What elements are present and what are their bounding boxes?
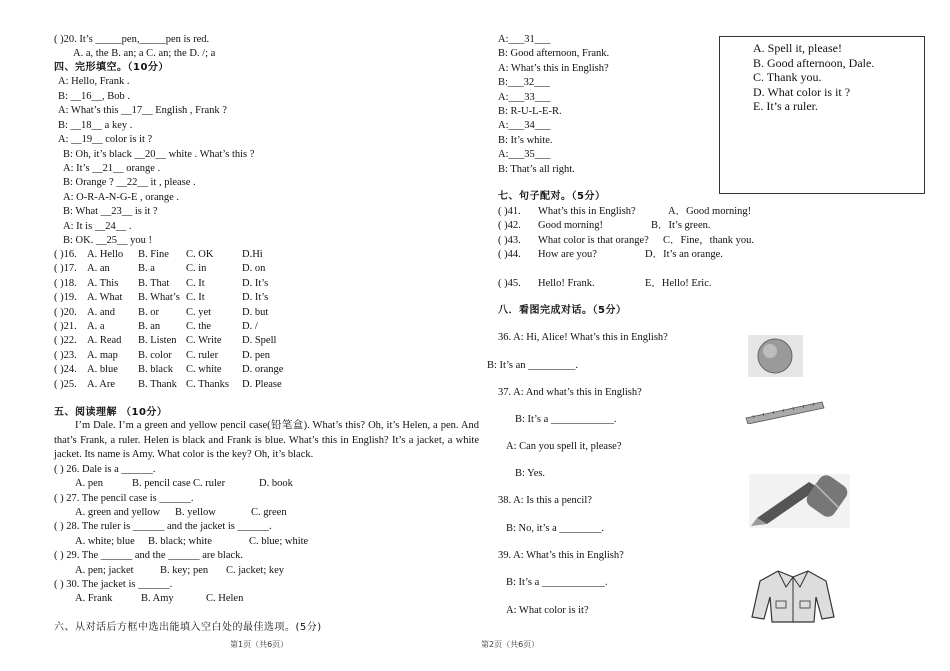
match-left: How are you? — [538, 249, 597, 260]
match-number: ( )43. — [498, 235, 521, 246]
section-6-title: 六、从对话后方框中选出能填入空白处的最佳选项。(5分) — [54, 622, 322, 633]
cloze-option: D. / — [242, 321, 258, 332]
section-7-title: 七、句子配对。（5分） — [498, 191, 606, 202]
cloze-line-6: B: Oh, it’s black __20__ white . What’s this ? — [63, 149, 255, 160]
match-left: Good morning! — [538, 220, 604, 231]
cloze-option-number: ( )19. — [54, 292, 77, 304]
picture-dialog-6: B: Yes. — [515, 468, 546, 479]
box-option-a: A. Spell it, please! — [753, 41, 842, 55]
section-8-title: 八．看图完成对话。（5分） — [498, 305, 627, 316]
reading-question-option: A. pen — [75, 478, 103, 490]
cloze-line-2: B: __16__, Bob . — [58, 91, 131, 102]
section-5-title: 五、阅读理解 （10分） — [54, 407, 168, 418]
match-number: ( )41. — [498, 206, 521, 217]
box-option-d: D. What color is it ? — [753, 84, 851, 99]
ruler-image — [744, 398, 826, 424]
cloze-option: A. This — [87, 277, 119, 289]
cloze-line-5: A: __19__ color is it ? — [58, 134, 153, 145]
reading-question-option: A. pen; jacket — [75, 564, 134, 576]
cloze-option-number: ( )18. — [54, 277, 77, 289]
reading-question-option: B. black; white — [148, 535, 212, 547]
cloze-line-11: A: It is __24__ . — [63, 221, 132, 232]
match-right: B．It’s green. — [651, 220, 711, 231]
dialog-line: B: It’s white. — [498, 134, 553, 146]
cloze-line-7: A: It’s __21__ orange . — [63, 163, 161, 174]
dialog-line: A:___33___ — [498, 91, 551, 103]
cloze-option: A. map — [87, 349, 118, 361]
picture-dialog-2: B: It’s an _________. — [487, 360, 578, 371]
cloze-option-number: ( )17. — [54, 263, 77, 275]
cloze-option: B. Listen — [138, 335, 177, 347]
dialog-line: B: Good afternoon, Frank. — [498, 48, 610, 60]
reading-question-stem: ( ) 26. Dale is a ______. — [54, 464, 156, 475]
match-right: C．Fine，thank you. — [663, 235, 754, 246]
q20-prev-stem: ( )20. It’s _____pen,_____pen is red. — [54, 34, 210, 45]
cloze-option: D. Spell — [242, 335, 277, 347]
cloze-option-number: ( )20. — [54, 306, 77, 318]
cloze-option: C. It — [186, 277, 205, 289]
cloze-option: D. Please — [242, 378, 282, 390]
match-number: ( )42. — [498, 220, 521, 231]
picture-dialog-9: 39. A: What’s this in English? — [498, 550, 624, 561]
match-right: A．Good morning! — [668, 206, 752, 217]
match-left: What’s this in English? — [538, 206, 636, 217]
reading-question-option: D. book — [259, 478, 293, 490]
cloze-option-number: ( )16. — [54, 249, 77, 260]
options-box — [719, 36, 925, 194]
box-option-e: E. It’s a ruler. — [753, 99, 818, 113]
reading-question-stem: ( ) 27. The pencil case is ______. — [54, 492, 194, 504]
cloze-option-number: ( )25. — [54, 378, 77, 390]
cloze-option: C. It — [186, 292, 205, 304]
cloze-option: B. Fine — [138, 249, 169, 260]
cloze-line-9: A: O-R-A-N-G-E , orange . — [63, 192, 180, 203]
cloze-line-8: B: Orange ? __22__ it , please . — [63, 177, 196, 188]
cloze-option: A. What — [87, 292, 123, 304]
reading-question-option: C. green — [251, 507, 287, 519]
dialog-line: A:___31___ — [498, 34, 551, 45]
cloze-option: B. Thank — [138, 378, 177, 390]
cloze-option: D. pen — [242, 349, 270, 361]
dialog-line: A:___34___ — [498, 120, 551, 132]
cloze-option: D. on — [242, 263, 266, 275]
match-left: Hello! Frank. — [538, 278, 595, 289]
reading-question-option: C. blue; white — [249, 535, 309, 547]
cloze-option: A. a — [87, 321, 105, 332]
reading-question-option: B. key; pen — [160, 564, 209, 576]
cloze-option: D. It’s — [242, 292, 269, 304]
cloze-option: B. color — [138, 349, 172, 361]
cloze-option: A. Are — [87, 378, 115, 390]
cloze-line-12: B: OK. __25__ you ! — [63, 235, 152, 246]
cloze-option: D.Hi — [242, 249, 263, 260]
pen-image — [749, 474, 850, 528]
reading-question-option: C. Helen — [206, 593, 244, 605]
cloze-option: B. What’s — [138, 292, 180, 304]
cloze-option-number: ( )23. — [54, 349, 77, 361]
picture-dialog-3: 37. A: And what’s this in English? — [498, 387, 642, 398]
match-right: D．It’s an orange. — [645, 249, 723, 260]
match-right: E．Hello! Eric. — [645, 278, 712, 289]
orange-image — [748, 335, 803, 377]
q20-prev-options: A. a, the B. an; a C. an; the D. /; a — [73, 48, 216, 59]
cloze-option: A. and — [87, 306, 115, 318]
match-number: ( )44. — [498, 249, 521, 260]
cloze-line-4: B: __18__ a key . — [58, 120, 133, 131]
cloze-option: D. It’s — [242, 277, 269, 289]
picture-dialog-11: A: What color is it? — [506, 605, 589, 616]
reading-question-option: C. jacket; key — [226, 564, 285, 576]
cloze-option: A. blue — [87, 364, 118, 376]
match-number: ( )45. — [498, 278, 521, 289]
cloze-option: C. the — [186, 321, 212, 332]
reading-question-option: B. pencil case — [132, 478, 191, 490]
cloze-option: C. Write — [186, 335, 222, 347]
dialog-line: B:___32___ — [498, 77, 550, 89]
cloze-option: C. in — [186, 263, 207, 275]
cloze-line-3: A: What’s this __17__ English , Frank ? — [58, 105, 227, 116]
picture-dialog-10: B: It’s a ____________. — [506, 577, 608, 588]
cloze-line-10: B: What __23__ is it ? — [63, 206, 158, 217]
cloze-option: C. ruler — [186, 349, 219, 361]
cloze-option: C. OK — [186, 249, 214, 260]
section-4-title: 四、完形填空。（10分） — [54, 62, 169, 73]
cloze-option: B. a — [138, 263, 155, 275]
cloze-option: D. but — [242, 306, 269, 318]
reading-question-option: C. ruler — [193, 478, 226, 490]
cloze-option-number: ( )22. — [54, 335, 77, 347]
cloze-option-number: ( )24. — [54, 364, 77, 376]
cloze-option: C. yet — [186, 306, 212, 318]
reading-question-stem: ( ) 28. The ruler is ______ and the jacket is ______. — [54, 521, 272, 533]
cloze-option: A. Hello — [87, 249, 124, 260]
cloze-option: C. Thanks — [186, 378, 229, 390]
jacket-image — [750, 567, 836, 624]
page-footer-left: 第1页（共6页） — [230, 640, 289, 649]
dialog-line: B: That’s all right. — [498, 163, 575, 175]
cloze-option: B. or — [138, 306, 159, 318]
picture-dialog-1: 36. A: Hi, Alice! What’s this in English? — [498, 332, 668, 343]
dialog-line: B: R-U-L-E-R. — [498, 106, 562, 117]
cloze-option: B. black — [138, 364, 173, 376]
reading-question-option: A. Frank — [75, 593, 113, 605]
reading-question-stem: ( ) 30. The jacket is ______. — [54, 578, 173, 590]
cloze-option: D. orange — [242, 364, 284, 376]
cloze-line-1: A: Hello, Frank . — [58, 76, 130, 87]
cloze-option: A. Read — [87, 335, 122, 347]
reading-passage: I’m Dale. I’m a green and yellow pencil case(铅笔盒). What’s this? Oh, it’s Helen, a pen. And that’s Frank, a ruler. Helen is black and Frank is blue. What’s this in English? It’s a jacket, a white jacket. Its name is Amy. What color is the key? Oh, it’s black. — [54, 420, 479, 460]
cloze-option: B. That — [138, 277, 170, 289]
cloze-option: B. an — [138, 321, 161, 332]
picture-dialog-5: A: Can you spell it, please? — [506, 441, 622, 452]
cloze-option-number: ( )21. — [54, 321, 77, 332]
reading-question-option: A. white; blue — [75, 535, 135, 547]
dialog-line: A: What’s this in English? — [498, 62, 609, 74]
reading-question-stem: ( ) 29. The ______ and the ______ are black. — [54, 550, 244, 562]
dialog-line: A:___35___ — [498, 149, 551, 161]
picture-dialog-7: 38. A: Is this a pencil? — [498, 495, 592, 506]
cloze-option: C. white — [186, 364, 222, 376]
picture-dialog-4: B: It’s a ____________. — [515, 414, 617, 425]
box-option-b: B. Good afternoon, Dale. — [753, 55, 875, 70]
reading-question-option: A. green and yellow — [75, 507, 161, 519]
page-footer-right: 第2页（共6页） — [481, 640, 540, 649]
reading-question-option: B. yellow — [175, 507, 216, 519]
reading-question-option: B. Amy — [141, 593, 174, 605]
match-left: What color is that orange? — [538, 235, 649, 246]
box-option-c: C. Thank you. — [753, 70, 822, 84]
cloze-option: A. an — [87, 263, 110, 275]
picture-dialog-8: B: No, it’s a ________. — [506, 523, 605, 534]
